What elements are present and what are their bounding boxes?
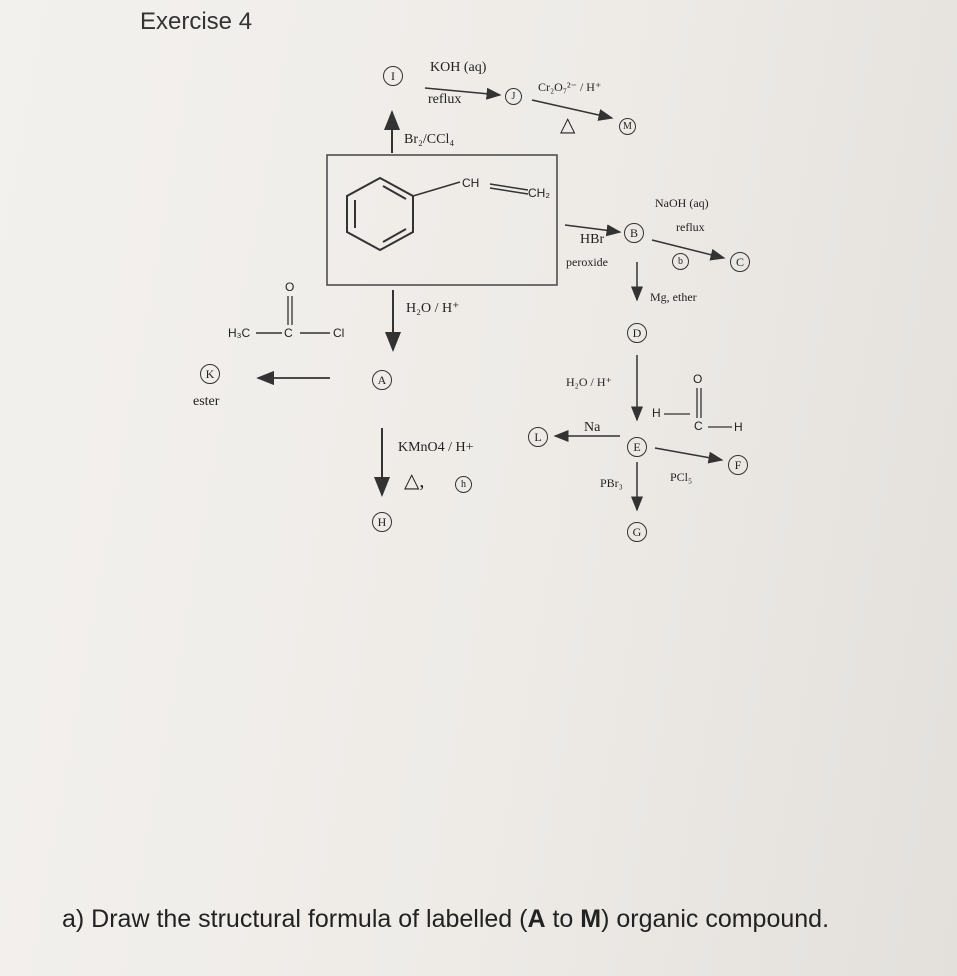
styrene-box bbox=[327, 155, 557, 285]
label-I: I bbox=[383, 66, 403, 86]
label-D: D bbox=[627, 323, 647, 343]
reagent-pcl5: PCl₅ bbox=[670, 470, 693, 484]
label-B: B bbox=[624, 223, 644, 243]
reagent-hbr: HBr bbox=[580, 232, 605, 247]
label-K: K bbox=[200, 364, 220, 384]
heat-symbol: △ bbox=[560, 114, 576, 136]
label-G: G bbox=[627, 522, 647, 542]
reagent-h2o-right: H₂O / H⁺ bbox=[566, 375, 612, 389]
reagent-reflux-2: reflux bbox=[676, 220, 705, 234]
label-C: C bbox=[730, 252, 750, 272]
label-M: M bbox=[619, 118, 636, 135]
label-h: h bbox=[455, 476, 472, 493]
arrow-B-C bbox=[652, 240, 724, 258]
ester-label: ester bbox=[193, 394, 220, 409]
reagent-naoh: NaOH (aq) bbox=[655, 196, 709, 210]
label-A: A bbox=[372, 370, 392, 390]
formaldehyde-c: C bbox=[694, 419, 703, 433]
reagent-pbr3: PBr₃ bbox=[600, 476, 623, 490]
reagent-h2o-left: H₂O / H⁺ bbox=[406, 301, 460, 316]
reagent-br2: Br₂/CCl₄ bbox=[404, 132, 455, 147]
formaldehyde-h1: H bbox=[652, 406, 661, 420]
reagent-reflux: reflux bbox=[428, 92, 462, 107]
question-text: a) Draw the structural formula of labelled (A to M) organic compound. bbox=[62, 905, 830, 933]
label-J: J bbox=[505, 88, 522, 105]
exercise-title: Exercise 4 bbox=[140, 8, 253, 35]
reagent-na: Na bbox=[584, 420, 601, 435]
reagent-dichromate: Cr₂O₇²⁻ / H⁺ bbox=[538, 80, 602, 94]
arrow-E-F bbox=[655, 448, 722, 460]
heat-symbol-2: △, bbox=[404, 470, 425, 492]
benzene-ring bbox=[347, 178, 413, 250]
acyl-o: O bbox=[285, 280, 295, 294]
acyl-c: C bbox=[284, 326, 293, 340]
reagent-koh: KOH (aq) bbox=[430, 60, 487, 75]
acyl-h3c: H₃C bbox=[228, 326, 251, 340]
arrow-to-B bbox=[565, 225, 620, 232]
reagent-peroxide: peroxide bbox=[566, 255, 608, 269]
label-b: b bbox=[672, 253, 689, 270]
formaldehyde-h2: H bbox=[734, 420, 743, 434]
label-E: E bbox=[627, 437, 647, 457]
formaldehyde-o: O bbox=[693, 372, 703, 386]
vinyl-ch-label: CH bbox=[462, 176, 480, 190]
reagent-mg: Mg, ether bbox=[650, 290, 697, 304]
label-H: H bbox=[372, 512, 392, 532]
label-F: F bbox=[728, 455, 748, 475]
reagent-kmno4: KMnO4 / H+ bbox=[398, 440, 474, 455]
vinyl-ch2-label: CH₂ bbox=[528, 186, 550, 200]
acyl-cl: Cl bbox=[333, 326, 345, 340]
label-L: L bbox=[528, 427, 548, 447]
